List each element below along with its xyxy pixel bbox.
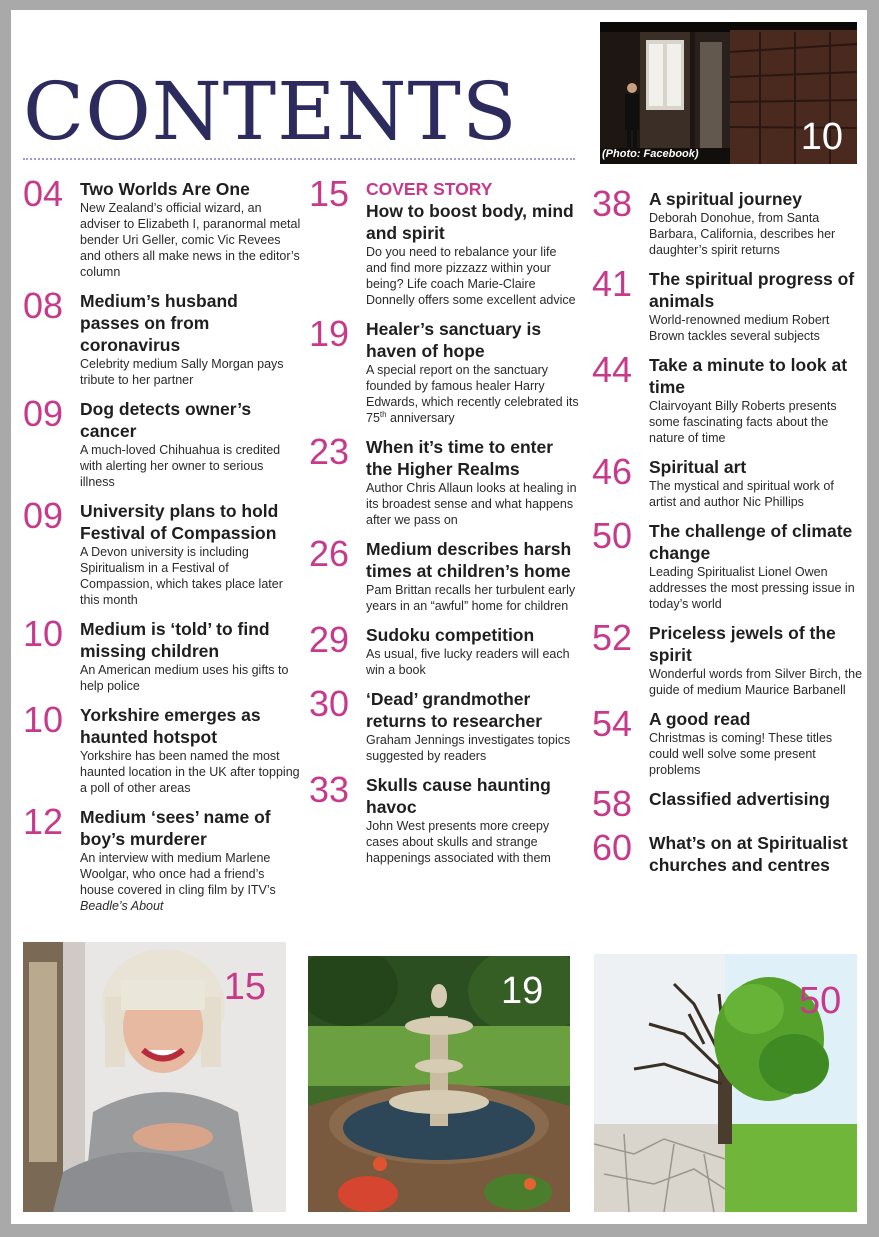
entry-description xyxy=(366,582,579,614)
entry-description-text: Author Chris Allaun looks at healing in its broadest sense and what happens after we pass on xyxy=(366,481,577,527)
entry-description-text: A much-loved Chihuahua is credited with alerting her owner to serious illness xyxy=(80,443,281,489)
entry-text xyxy=(80,178,301,280)
col3-entry[interactable] xyxy=(592,617,864,698)
col3-entry[interactable] xyxy=(592,783,864,824)
photo-caption: (Photo: Facebook) xyxy=(602,148,699,160)
entry-heading: Medium’s husband passes on from coronavirus xyxy=(80,291,238,355)
entry-heading: Take a minute to look at time xyxy=(649,355,848,397)
page-number: 09 xyxy=(23,495,64,536)
entry-description-text: Deborah Donohue, from Santa Barbara, California, describes her daughter’s spirit returns xyxy=(649,211,836,257)
entry-text xyxy=(366,318,579,426)
col3-entry[interactable] xyxy=(592,515,864,612)
entry-text xyxy=(649,188,864,258)
entry-text xyxy=(649,268,864,344)
entry-heading: Spiritual art xyxy=(649,457,747,477)
photo-bottom-middle[interactable] xyxy=(308,956,570,1212)
col1-entry[interactable] xyxy=(23,699,301,796)
entry-description xyxy=(80,662,301,694)
entry-description-text: An interview with medium Marlene Woolgar, who once had a friend’s house covered in cling film by ITV’s xyxy=(80,851,276,897)
page-number: 44 xyxy=(592,349,633,390)
contents-column-2 xyxy=(309,173,579,876)
dotted-divider xyxy=(23,158,575,160)
photo-top[interactable] xyxy=(600,22,857,164)
page-number: 46 xyxy=(592,451,633,492)
entry-description xyxy=(80,356,301,388)
entry-heading: Yorkshire emerges as haunted hotspot xyxy=(80,705,261,747)
photo-bottom-middle-page-number: 19 xyxy=(501,970,544,1012)
entry-heading: Classified advertising xyxy=(649,789,830,809)
entry-description-tail: anniversary xyxy=(386,411,455,425)
photo-bottom-left[interactable] xyxy=(23,942,286,1212)
entry-description xyxy=(366,732,579,764)
entry-description xyxy=(80,442,301,490)
entry-description xyxy=(366,818,579,866)
entry-description-text: Yorkshire has been named the most haunted location in the UK after topping a poll of other areas xyxy=(80,749,300,795)
entry-description xyxy=(649,730,864,778)
col3-entry[interactable] xyxy=(592,827,864,876)
page-number: 41 xyxy=(592,263,633,304)
entry-text xyxy=(80,290,301,388)
page-number: 04 xyxy=(23,173,64,214)
page-number: 60 xyxy=(592,827,633,868)
entry-heading: What’s on at Spiritualist churches and centres xyxy=(649,833,848,875)
entry-description xyxy=(366,480,579,528)
entry-text xyxy=(649,456,864,510)
entry-heading: Sudoku competition xyxy=(366,625,535,645)
entry-description-text: The mystical and spiritual work of artist and author Nic Phillips xyxy=(649,479,834,509)
photo-bottom-right[interactable] xyxy=(594,954,857,1212)
page-number: 30 xyxy=(309,683,350,724)
entry-description xyxy=(366,362,579,426)
col3-entry[interactable] xyxy=(592,349,864,446)
entry-description xyxy=(80,748,301,796)
page-number: 52 xyxy=(592,617,633,658)
entry-description xyxy=(649,210,864,258)
col2-entry[interactable] xyxy=(309,431,579,528)
contents-page xyxy=(11,10,867,1224)
entry-heading: Skulls cause haunting havoc xyxy=(366,775,551,817)
col1-entry[interactable] xyxy=(23,613,301,694)
page-number: 09 xyxy=(23,393,64,434)
col1-entry[interactable] xyxy=(23,495,301,608)
entry-heading: Medium is ‘told’ to find missing children xyxy=(80,619,270,661)
entry-text xyxy=(649,520,864,612)
entry-description xyxy=(649,564,864,612)
entry-text xyxy=(649,354,864,446)
entry-text xyxy=(366,624,579,678)
col1-entry[interactable] xyxy=(23,393,301,490)
col2-entry[interactable] xyxy=(309,619,579,678)
photo-bottom-right-page-number: 50 xyxy=(799,980,842,1022)
page-number: 10 xyxy=(23,613,64,654)
entry-description xyxy=(366,646,579,678)
entry-description xyxy=(649,312,864,344)
col2-entry[interactable] xyxy=(309,313,579,426)
page-number: 15 xyxy=(309,173,350,214)
page-number: 50 xyxy=(592,515,633,556)
programme-title: Beadle’s About xyxy=(80,899,164,913)
entry-description xyxy=(80,200,301,280)
ordinal-suffix: th xyxy=(379,409,387,419)
page-number: 23 xyxy=(309,431,350,472)
contents-column-3 xyxy=(592,183,864,886)
entry-text xyxy=(649,622,864,698)
entry-heading: How to boost body, mind and spirit xyxy=(366,201,574,243)
entry-heading: The challenge of climate change xyxy=(649,521,853,563)
entry-description xyxy=(649,478,864,510)
entry-text xyxy=(649,708,864,778)
entry-heading: University plans to hold Festival of Compassion xyxy=(80,501,279,543)
entry-heading: Medium ‘sees’ name of boy’s murderer xyxy=(80,807,271,849)
entry-text xyxy=(80,618,301,694)
entry-text xyxy=(80,398,301,490)
entry-description-text: New Zealand’s official wizard, an adviser to Elizabeth I, paranormal metal bender Uri Geller, comic Vic Revees and others all make news in the editor’s column xyxy=(80,201,301,279)
entry-text xyxy=(80,704,301,796)
photo-top-page-number: 10 xyxy=(800,116,843,158)
page-number: 54 xyxy=(592,703,633,744)
page-number: 33 xyxy=(309,769,350,810)
page-title: CONTENTS xyxy=(23,65,518,158)
col2-entry[interactable] xyxy=(309,683,579,764)
entry-description-text: As usual, five lucky readers will each win a book xyxy=(366,647,570,677)
col1-entry[interactable] xyxy=(23,801,301,914)
entry-description-text: World-renowned medium Robert Brown tackles several subjects xyxy=(649,313,830,343)
col3-entry[interactable] xyxy=(592,263,864,344)
entry-heading: Healer’s sanctuary is haven of hope xyxy=(366,319,542,361)
contents-column-1 xyxy=(23,173,301,924)
entry-text xyxy=(649,832,864,876)
entry-description xyxy=(80,850,301,914)
entry-description xyxy=(366,244,579,308)
entry-description-text: Clairvoyant Billy Roberts presents some fascinating facts about the nature of time xyxy=(649,399,837,445)
entry-description-text: Celebrity medium Sally Morgan pays tribute to her partner xyxy=(80,357,284,387)
page-number: 19 xyxy=(309,313,350,354)
entry-description-text: Christmas is coming! These titles could well solve some present problems xyxy=(649,731,833,777)
page-number: 38 xyxy=(592,183,633,224)
entry-text xyxy=(80,500,301,608)
entry-description-text: Do you need to rebalance your life and find more pizzazz within your being? Life coach Marie-Claire Donnelly offers some excellent advice xyxy=(366,245,576,307)
entry-description xyxy=(649,398,864,446)
entry-heading: Dog detects owner’s cancer xyxy=(80,399,252,441)
col1-entry[interactable] xyxy=(23,285,301,388)
entry-text xyxy=(366,436,579,528)
col2-entry[interactable] xyxy=(309,173,579,308)
entry-heading: The spiritual progress of animals xyxy=(649,269,855,311)
entry-heading: ‘Dead’ grandmother returns to researcher xyxy=(366,689,543,731)
cover-story-label: COVER STORY xyxy=(366,179,493,199)
col2-entry[interactable] xyxy=(309,533,579,614)
page-number: 08 xyxy=(23,285,64,326)
entry-heading: Priceless jewels of the spirit xyxy=(649,623,836,665)
col2-entry[interactable] xyxy=(309,769,579,866)
entry-description-text: Graham Jennings investigates topics suggested by readers xyxy=(366,733,571,763)
entry-description xyxy=(649,666,864,698)
page-number: 26 xyxy=(309,533,350,574)
entry-text xyxy=(366,774,579,866)
entry-text xyxy=(649,788,864,810)
entry-heading: When it’s time to enter the Higher Realms xyxy=(366,437,554,479)
page-number: 58 xyxy=(592,783,633,824)
entry-heading: Two Worlds Are One xyxy=(80,179,250,199)
photo-bottom-left-page-number: 15 xyxy=(223,966,266,1008)
entry-text xyxy=(80,806,301,914)
entry-description-text: A Devon university is including Spiritualism in a Festival of Compassion, which takes place later this month xyxy=(80,545,283,607)
page-number: 10 xyxy=(23,699,64,740)
entry-text xyxy=(366,688,579,764)
entry-description-text: An American medium uses his gifts to help police xyxy=(80,663,289,693)
entry-heading: Medium describes harsh times at children’s home xyxy=(366,539,572,581)
entry-heading: A good read xyxy=(649,709,751,729)
col3-entry[interactable] xyxy=(592,703,864,778)
entry-description-text: John West presents more creepy cases about skulls and strange happenings associated with them xyxy=(366,819,551,865)
entry-text xyxy=(366,178,579,308)
entry-description-text: Leading Spiritualist Lionel Owen addresses the most pressing issue in today’s world xyxy=(649,565,855,611)
entry-text xyxy=(366,538,579,614)
col3-entry[interactable] xyxy=(592,451,864,510)
page-number: 12 xyxy=(23,801,64,842)
entry-description xyxy=(80,544,301,608)
page-number: 29 xyxy=(309,619,350,660)
entry-heading: A spiritual journey xyxy=(649,189,802,209)
col3-entry[interactable] xyxy=(592,183,864,258)
entry-description-text: Pam Brittan recalls her turbulent early years in an “awful” home for children xyxy=(366,583,576,613)
entry-description-text: Wonderful words from Silver Birch, the guide of medium Maurice Barbanell xyxy=(649,667,863,697)
col1-entry[interactable] xyxy=(23,173,301,280)
entry-description-text: A special report on the sanctuary founded by famous healer Harry Edwards, which recently celebrated its 75 xyxy=(366,363,579,425)
